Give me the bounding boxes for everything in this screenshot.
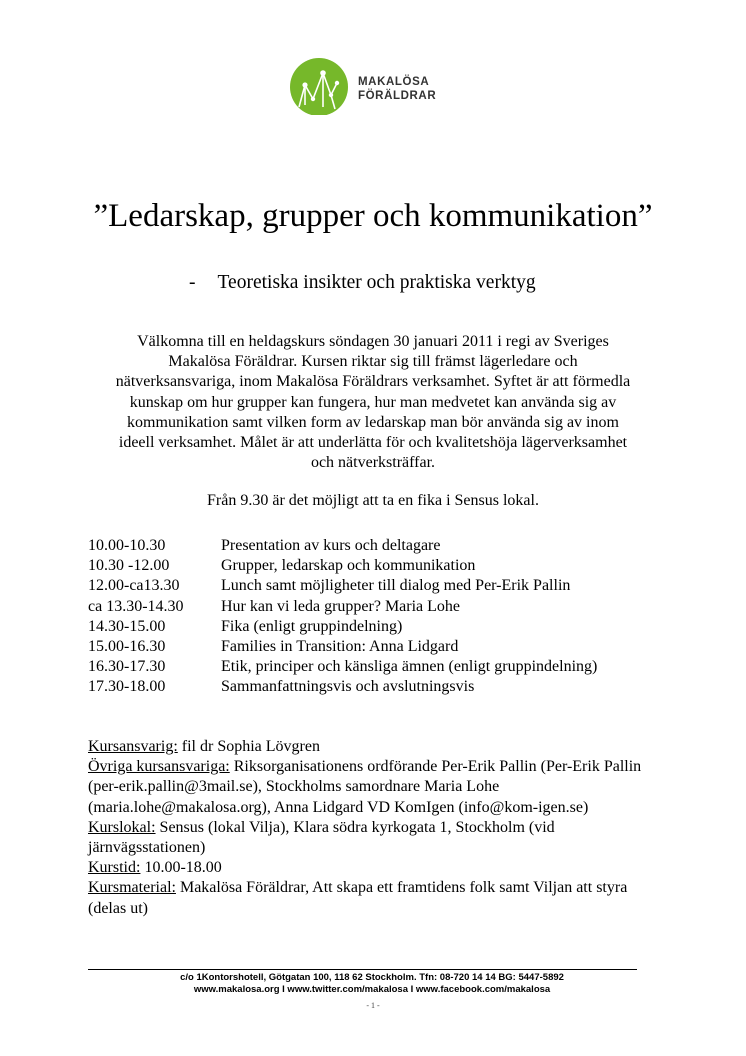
kurstid-value: 10.00-18.00 [140, 859, 222, 877]
schedule-time: ca 13.30-14.30 [88, 597, 184, 615]
info-ovriga [88, 757, 668, 818]
footer-address: c/o 1Kontorshotell, Götgatan 100, 118 62 Stockholm. Tfn: 08-720 14 14 BG: 5447-5892 [180, 972, 564, 983]
page-number: - 1 - [366, 1001, 380, 1010]
schedule-time: 10.30 -12.00 [88, 557, 170, 575]
intro-line: nätverksansvariga, inom Makalösa Föräldrars verksamhet. Syftet är att förmedla [115, 373, 631, 391]
intro-line: ideell verksamhet. Målet är att underlätta för och kvalitetshöja lägerverksamhet [118, 434, 628, 452]
ovriga-value: Riksorganisationens ordförande Per-Erik Pallin (Per-Erik Pallin (per-erik.pallin@3mail.se), Stockholms samordnare Maria Lohe (maria.lohe@makalosa.org), Anna Lidgard VD KomIgen (info@kom-igen.se) [88, 758, 642, 816]
intro-line: Makalösa Föräldrar. Kursen riktar sig till främst lägerledare och [168, 353, 578, 371]
info-kursansvarig [88, 737, 668, 757]
schedule-activity: Presentation av kurs och deltagare [221, 537, 441, 554]
document-title: ”Ledarskap, grupper och kommunikation” [93, 198, 653, 234]
schedule-time: 10.00-10.30 [88, 537, 166, 554]
schedule-time: 14.30-15.00 [88, 617, 166, 635]
kurstid-label: Kurstid: [88, 859, 141, 877]
schedule-row [88, 556, 597, 576]
intro-line: kommunikation samt vilken form av ledarskap man bör använda sig av inom [127, 413, 619, 431]
course-info [88, 737, 668, 919]
fika-note: Från 9.30 är det möjligt att ta en fika i Sensus lokal. [207, 492, 539, 509]
document-subtitle [189, 271, 536, 295]
schedule-row [88, 637, 597, 657]
schedule-row [88, 657, 597, 677]
kursmaterial-label: Kursmaterial: [88, 879, 176, 897]
logo-wordmark [358, 75, 436, 103]
schedule-activity: Families in Transition: Anna Lidgard [221, 638, 459, 656]
intro-line: kunskap om hur grupper kan fungera, hur man medvetet kan använda sig av [129, 393, 617, 411]
subtitle-dash: - [189, 272, 196, 293]
kurslokal-value: Sensus (lokal Vilja), Klara södra kyrkogata 1, Stockholm (vid järnvägsstationen) [88, 818, 555, 857]
schedule-list [88, 536, 597, 698]
schedule-row [88, 597, 597, 617]
schedule-time: 12.00-ca13.30 [88, 577, 180, 595]
intro-line: Välkomna till en heldagskurs söndagen 30 januari 2011 i regi av Sveriges [137, 333, 609, 350]
info-kurstid [88, 858, 668, 878]
schedule-activity: Lunch samt möjligheter till dialog med Per-Erik Pallin [221, 577, 571, 595]
schedule-time: 15.00-16.30 [88, 638, 166, 656]
subtitle-text: Teoretiska insikter och praktiska verktyg [217, 272, 536, 293]
schedule-time: 16.30-17.30 [88, 658, 166, 676]
intro-line: och nätverksträffar. [310, 454, 436, 472]
info-kursmaterial [88, 878, 668, 918]
footer [88, 972, 656, 996]
schedule-row [88, 576, 597, 596]
kursmaterial-value: Makalösa Föräldrar, Att skapa ett framtidens folk samt Viljan att styra (delas ut) [88, 879, 628, 917]
logo-line1: MAKALÖSA [358, 76, 430, 88]
kursansvarig-label: Kursansvarig: [88, 738, 178, 755]
footer-divider [88, 969, 637, 970]
schedule-activity: Hur kan vi leda grupper? Maria Lohe [221, 597, 461, 615]
kursansvarig-value: fil dr Sophia Lövgren [177, 738, 320, 755]
schedule-row [88, 677, 597, 697]
intro-paragraph [86, 332, 660, 473]
schedule-time: 17.30-18.00 [88, 678, 166, 696]
footer-links: www.makalosa.org I www.twitter.com/makalosa I www.facebook.com/makalosa [193, 984, 551, 995]
schedule-activity: Etik, principer och känsliga ämnen (enligt gruppindelning) [221, 658, 598, 676]
schedule-activity: Fika (enligt gruppindelning) [221, 617, 403, 635]
info-kurslokal [88, 818, 668, 858]
schedule-activity: Grupper, ledarskap och kommunikation [221, 557, 476, 575]
schedule-row [88, 536, 597, 556]
ovriga-label: Övriga kursansvariga: [88, 758, 230, 776]
kurslokal-label: Kurslokal: [88, 818, 156, 836]
logo-line2: FÖRÄLDRAR [358, 90, 437, 102]
schedule-activity: Sammanfattningsvis och avslutningsvis [221, 678, 475, 696]
schedule-row [88, 617, 597, 637]
